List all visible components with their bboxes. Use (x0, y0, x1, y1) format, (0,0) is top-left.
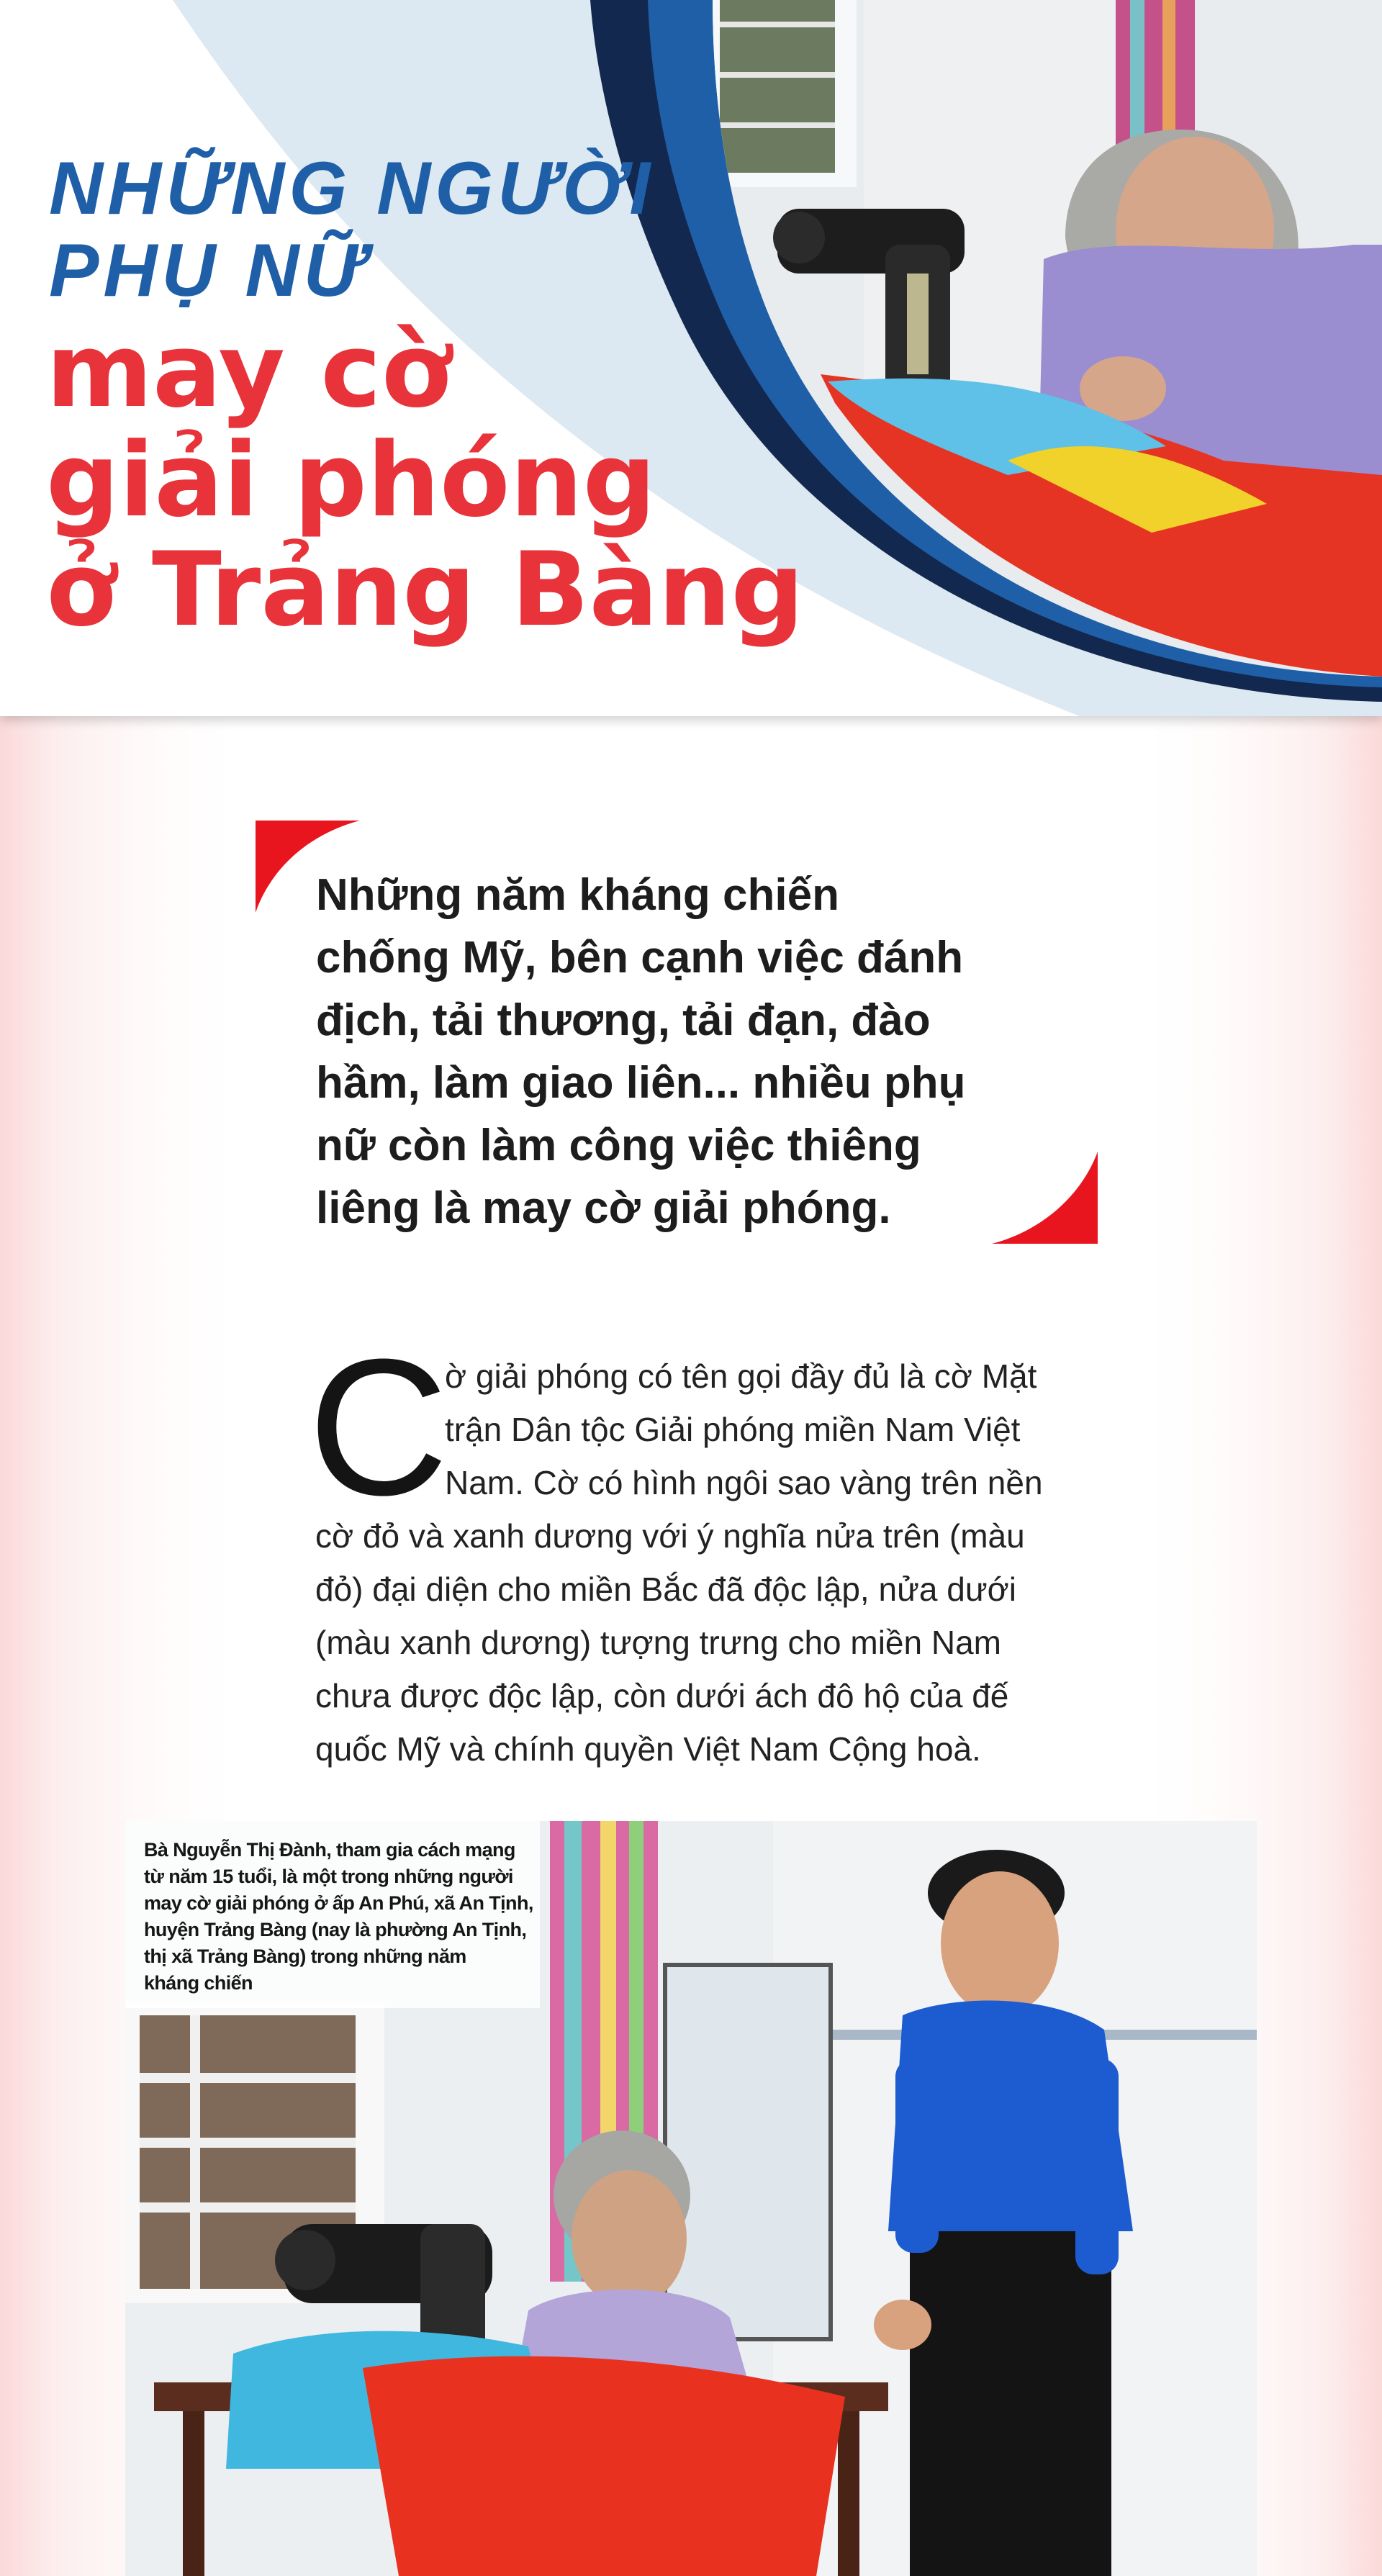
article-photo (125, 1821, 1257, 2576)
paragraph-line: quốc Mỹ và chính quyền Việt Nam Cộng hoà. (315, 1730, 981, 1768)
paragraph-line: (màu xanh dương) tượng trưng cho miền Nam (315, 1624, 1001, 1661)
paragraph-line: chưa được độc lập, còn dưới ách đô hộ của đế (315, 1677, 1009, 1714)
paragraph-line: đỏ) đại diện cho miền Bắc đã độc lập, nửa dưới (315, 1571, 1016, 1608)
paragraph-line: cờ đỏ và xanh dương với ý nghĩa nửa trên (màu (315, 1517, 1025, 1555)
paragraph-line: Nam. Cờ có hình ngôi sao vàng trên nền (445, 1464, 1043, 1501)
quote-line: địch, tải thương, tải đạn, đào (316, 995, 931, 1045)
kicker-line-1: NHỮNG NGƯỜI (49, 147, 655, 230)
drop-cap: C (308, 1319, 448, 1536)
headline-line-1: may cờ (46, 312, 452, 430)
caption-line: huyện Trảng Bàng (nay là phường An Tịnh, (144, 1919, 527, 1940)
headline-line-3: ở Trảng Bàng (46, 530, 805, 649)
quote-line: liêng là may cờ giải phóng. (316, 1183, 891, 1233)
caption-line: kháng chiến (144, 1972, 253, 1994)
article-headline (46, 312, 805, 649)
paragraph-line: ờ giải phóng có tên gọi đầy đủ là cờ Mặt (445, 1357, 1037, 1395)
article-paragraph (308, 1319, 1071, 1776)
caption-line: từ năm 15 tuổi, là một trong những người (144, 1866, 513, 1887)
article-kicker (49, 148, 697, 312)
paragraph-line: trận Dân tộc Giải phóng miền Nam Việt (445, 1411, 1021, 1448)
pull-quote-text (316, 864, 1072, 1239)
kicker-line-2: PHỤ NỮ (49, 229, 369, 312)
caption-line: Bà Nguyễn Thị Đành, tham gia cách mạng (144, 1839, 515, 1861)
photo-caption (125, 1821, 540, 2008)
quote-line: nữ còn làm công việc thiêng (316, 1121, 921, 1170)
quote-line: Những năm kháng chiến (316, 870, 839, 920)
pull-quote (256, 821, 1098, 1245)
quote-line: chống Mỹ, bên cạnh việc đánh (316, 933, 964, 982)
caption-line: may cờ giải phóng ở ấp An Phú, xã An Tịnh, (144, 1892, 533, 1914)
caption-line: thị xã Trảng Bàng) trong những năm (144, 1945, 466, 1967)
quote-line: hầm, làm giao liên... nhiều phụ (316, 1058, 966, 1108)
headline-line-2: giải phóng (46, 421, 656, 540)
hero-banner (0, 0, 1382, 716)
